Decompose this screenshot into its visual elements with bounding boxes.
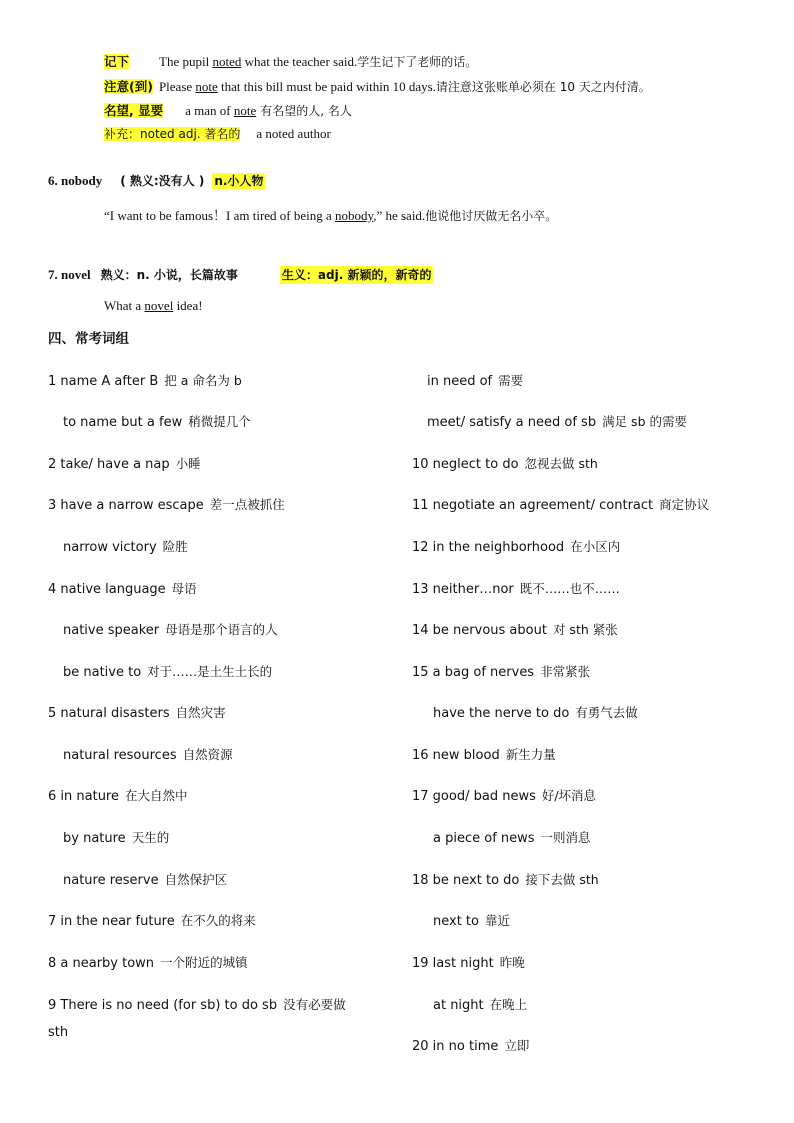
item-7-example: What a novel idea!	[104, 298, 203, 313]
example-sentence: The pupil noted what the teacher said.	[159, 54, 358, 69]
target-word: note	[195, 79, 218, 94]
phrase-item: 18 be next to do 接下去做 sth	[412, 872, 599, 888]
phrase-item: have the nerve to do 有勇气去做	[433, 705, 638, 721]
phrase-item: 17 good/ bad news 好/坏消息	[412, 788, 597, 804]
headword: 7. novel	[48, 267, 91, 282]
phrase-item: at night 在晚上	[433, 997, 528, 1013]
target-word: noted	[212, 54, 242, 69]
phrase-item: narrow victory 险胜	[63, 539, 188, 555]
phrase-item: in need of 需要	[427, 373, 524, 389]
target-word: nobody	[335, 208, 374, 223]
phrase-item: a piece of news 一则消息	[433, 830, 591, 846]
item-6-example: “I want to be famous！I am tired of being a nobody,” he said.他说他讨厌做无名小卒。	[104, 208, 558, 223]
phrase-item: 1 name A after B 把 a 命名为 b	[48, 373, 242, 389]
new-meaning: 生义：adj. 新颖的，新奇的	[281, 268, 432, 282]
phrase-item-continued: sth	[48, 1025, 69, 1040]
supplement-example: a noted author	[256, 126, 331, 141]
sense-label: 注意(到)	[104, 79, 153, 94]
phrase-item: 2 take/ have a nap 小睡	[48, 456, 201, 472]
phrase-item: natural resources 自然资源	[63, 747, 233, 763]
phrase-item: 5 natural disasters 自然灾害	[48, 705, 226, 721]
phrase-item: 13 neither…nor 既不……也不……	[412, 581, 620, 597]
phrase-item: 19 last night 昨晚	[412, 955, 525, 971]
familiar-meaning: ( 熟义:没有人 )	[120, 174, 205, 188]
phrase-item: to name but a few 稍微提几个	[63, 414, 251, 430]
note-sense-3	[104, 101, 352, 120]
item-6-heading	[48, 172, 265, 190]
phrase-item: nature reserve 自然保护区	[63, 872, 228, 888]
note-supplement	[104, 125, 331, 143]
phrase-item: meet/ satisfy a need of sb 满足 sb 的需要	[427, 414, 687, 430]
sense-label: 记下	[104, 54, 130, 69]
section-title: 四、常考词组	[48, 331, 129, 347]
example-translation: 他说他讨厌做无名小卒。	[425, 209, 558, 223]
phrase-item: 7 in the near future 在不久的将来	[48, 913, 256, 929]
phrase-item: 10 neglect to do 忽视去做 sth	[412, 456, 598, 472]
sense-label: 名望, 显要	[104, 103, 164, 118]
phrase-item: 3 have a narrow escape 差一点被抓住	[48, 497, 285, 513]
phrase-item: next to 靠近	[433, 913, 510, 929]
note-sense-1	[104, 52, 477, 71]
phrase-item: 20 in no time 立即	[412, 1038, 530, 1054]
phrase-item: be native to 对于……是土生土长的	[63, 664, 273, 680]
phrase-item: 12 in the neighborhood 在小区内	[412, 539, 621, 555]
phrase-item: 15 a bag of nerves 非常紧张	[412, 664, 591, 680]
familiar-meaning: 熟义：n. 小说，长篇故事	[100, 268, 238, 282]
new-meaning: n.小人物	[214, 174, 264, 188]
phrase-item: 14 be nervous about 对 sth 紧张	[412, 622, 618, 638]
phrase-item: 6 in nature 在大自然中	[48, 788, 188, 804]
supplement-label: 补充：noted adj. 著名的	[104, 127, 241, 141]
target-word: novel	[144, 298, 174, 313]
phrase-item: 16 new blood 新生力量	[412, 747, 556, 763]
example-translation: 有名望的人, 名人	[260, 104, 352, 118]
item-7-heading	[48, 266, 433, 284]
phrase-item: 11 negotiate an agreement/ contract 商定协议	[412, 497, 710, 513]
example-translation: 学生记下了老师的话。	[357, 55, 478, 69]
phrase-item: by nature 天生的	[63, 830, 170, 846]
phrase-item: native speaker 母语是那个语言的人	[63, 622, 278, 638]
headword: 6. nobody	[48, 173, 103, 188]
example-sentence: Please note that this bill must be paid within 10 days.	[158, 79, 436, 94]
phrase-item: 8 a nearby town 一个附近的城镇	[48, 955, 248, 971]
note-sense-2	[104, 77, 651, 96]
example-sentence: a man of note	[185, 103, 257, 118]
example-translation: 请注意这张账单必须在 10 天之内付清。	[435, 80, 651, 94]
phrase-item: 9 There is no need (for sb) to do sb 没有必要做	[48, 997, 346, 1013]
phrase-item: 4 native language 母语	[48, 581, 197, 597]
target-word: note	[233, 103, 257, 118]
